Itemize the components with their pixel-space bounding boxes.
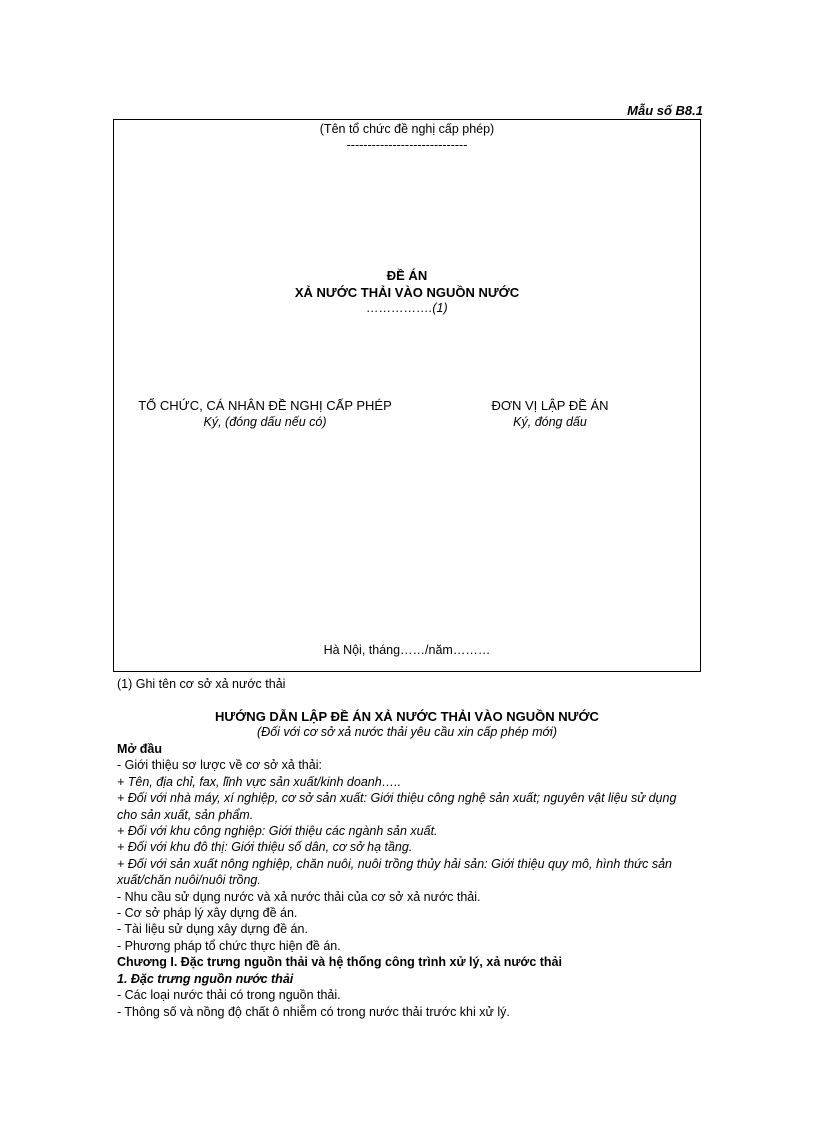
section1-line: - Thông số và nồng độ chất ô nhiễm có trong nước thải trước khi xử lý. [117, 1004, 510, 1019]
guide-title: HƯỚNG DẪN LẬP ĐỀ ÁN XẢ NƯỚC THẢI VÀO NGUỒN NƯỚC [215, 709, 599, 724]
footnote: (1) Ghi tên cơ sở xả nước thải [117, 677, 286, 691]
place-date: Hà Nội, tháng……/năm……… [323, 643, 491, 657]
separator-dashes: ----------------------------- [346, 138, 468, 152]
preparer-note: Ký, đóng dấu [513, 415, 587, 429]
guide-line: - Phương pháp tổ chức thực hiện đề án. [117, 938, 341, 953]
form-code: Mẫu số B8.1 [627, 103, 703, 118]
cover-frame [113, 119, 701, 672]
preparer-title: ĐƠN VỊ LẬP ĐỀ ÁN [491, 398, 609, 413]
guide-line: + Đối với khu công nghiệp: Giới thiệu các ngành sản xuất. [117, 824, 438, 839]
guide-line: + Tên, địa chỉ, fax, lĩnh vực sản xuất/kinh doanh….. [117, 774, 402, 789]
guide-subtitle: (Đối với cơ sở xả nước thải yêu cầu xin cấp phép mới) [257, 725, 557, 739]
preparer-signature-block [430, 398, 670, 429]
section1-heading: 1. Đặc trưng nguồn nước thải [117, 971, 294, 986]
chapter1-heading: Chương I. Đặc trưng nguồn thải và hệ thống công trình xử lý, xả nước thải [117, 955, 562, 970]
guide-line: - Giới thiệu sơ lược về cơ sở xả thải: [117, 758, 322, 773]
intro-heading: Mở đầu [117, 742, 162, 756]
section1-line: - Các loại nước thải có trong nguồn thải. [117, 988, 341, 1003]
document-title: ĐỀ ÁN [386, 268, 428, 283]
applicant-note: Ký, (đóng dấu nếu có) [203, 415, 327, 429]
document-subtitle: XẢ NƯỚC THẢI VÀO NGUỒN NƯỚC [294, 285, 520, 300]
applicant-signature-block [120, 398, 410, 429]
org-placeholder: (Tên tổ chức đề nghị cấp phép) [319, 122, 495, 136]
guide-line: + Đối với nhà máy, xí nghiệp, cơ sở sản xuất: Giới thiệu công nghệ sản xuất; nguyên vật liệu sử dụng cho sản xuất, sản phẩm. [117, 791, 677, 822]
guide-line: + Đối với sản xuất nông nghiệp, chăn nuôi, nuôi trồng thủy hải sản: Giới thiệu quy mô, hình thức sản xuất/chăn nuôi/nuôi trồng. [117, 856, 672, 888]
guide-line: + Đối với khu đô thị: Giới thiệu số dân, cơ sở hạ tầng. [117, 840, 413, 855]
guide-body [117, 741, 697, 1020]
applicant-title: TỔ CHỨC, CÁ NHÂN ĐỀ NGHỊ CẤP PHÉP [138, 398, 392, 413]
guide-line: - Cơ sở pháp lý xây dựng đề án. [117, 906, 298, 921]
document-index-line: …………….(1) [366, 301, 448, 315]
guide-line: - Nhu cầu sử dụng nước và xả nước thải của cơ sở xả nước thải. [117, 889, 481, 904]
guide-line: - Tài liệu sử dụng xây dựng đề án. [117, 922, 308, 937]
